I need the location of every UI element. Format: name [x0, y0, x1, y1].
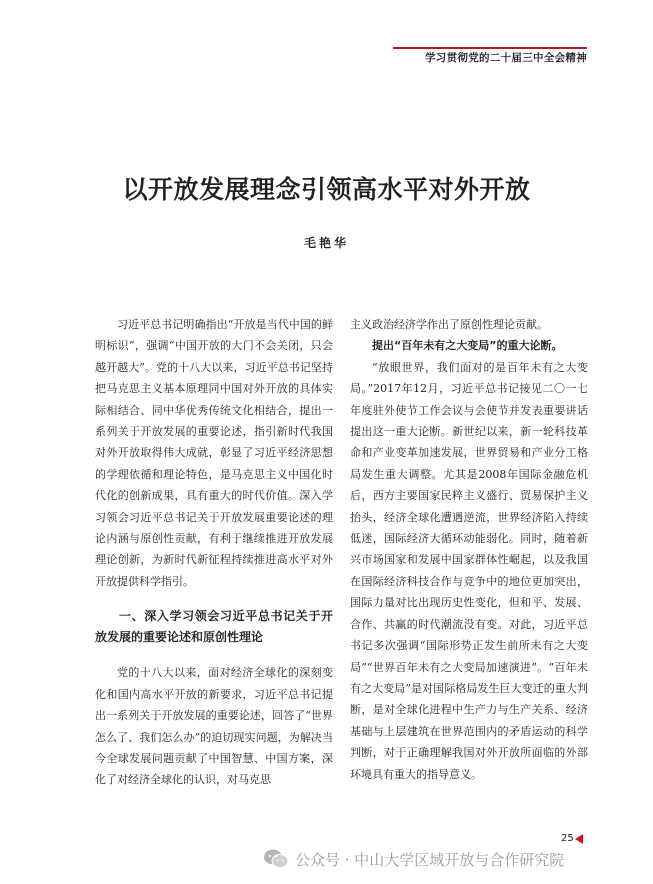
page-number: 25 — [561, 833, 574, 844]
triangle-left-icon — [575, 834, 583, 844]
section-header-label: 学习贯彻党的二十届三中全会精神 — [425, 52, 587, 64]
right-column — [350, 314, 588, 785]
body-paragraph: “放眼世界，我们面对的是百年未有之大变局。”2017年12月，习近平总书记接见二〇一七年度驻外使节工作会议与会使节并发表重要讲话提出这一重大论断。新世纪以来，新一轮科技革命和产业变革加速发展，世界贸易和产业分工格局发生重大调整。尤其是2008年国际金融危机后，西方主要国家民粹主义盛行、贸易保护主义抬头，经济全球化遭遇逆流，世界经济陷入持续低迷，国际经济大循环动能弱化。同时，随着新兴市场国家和发展中国家群体性崛起，以及我国在国际经济科技合作与竞争中的地位更加突出，国际力量对比出现历史性变化，但和平、发展、合作、共赢的时代潮流没有变。对此，习近平总书记多次强调“国际形势正发生前所未有之大变局”“世界百年未有之大变局加速演进”。“百年未有之大变局”是对国际格局发生巨大变迁的重大判断，是对全球化进程中生产力与生产关系、经济基础与上层建筑在世界范围内的矛盾运动的科学判断，对于正确理解我国对外开放所面临的外部环境具有重大的指导意义。 — [350, 360, 588, 781]
article-author: 毛艳华 — [303, 236, 349, 250]
wechat-icon — [263, 848, 289, 870]
bold-lead: 提出“百年未有之大变局”的重大论断。 — [372, 339, 563, 353]
intro-paragraph: 习近平总书记明确指出“开放是当代中国的鲜明标识”，强调“中国开放的大门不会关闭，只会越开越大”。党的十八大以来，习近平总书记坚持把马克思主义基本原理同中国对外开放的具体实际相结合、同中华优秀传统文化相结合，提出一系列关于开放发展的重要论述，指引新时代我国对外开放取得伟大成就，彰显了习近平经济思想的学理依循和理论特色，是马克思主义中国化时代化的创新成果，具有重大的时代价值。深入学习领会习近平总书记关于开放发展重要论述的理论内涵与原创性贡献，有利于继续推进开放发展理论创新，为新时代新征程持续推进高水平对外开放提供科学指引。 — [95, 318, 333, 588]
article-title: 以开放发展理念引领高水平对外开放 — [122, 175, 531, 204]
watermark — [263, 846, 564, 872]
lead-paragraph — [350, 335, 588, 356]
watermark-text: 公众号 · 中山大学区域开放与合作研究院 — [295, 850, 565, 869]
header-rule — [393, 47, 587, 49]
continuation-paragraph: 主义政治经济学作出了原创性理论贡献。 — [350, 318, 548, 331]
body-paragraph: 党的十八大以来，面对经济全球化的深刻变化和国内高水平开放的新要求，习近平总书记提出一系列关于开放发展的重要论述，回答了“世界怎么了、我们怎么办”的迫切现实问题，为解决当今全球发展问题贡献了中国智慧、中国方案，深化了对经济全球化的认识，对马克思 — [95, 666, 333, 787]
section-heading: 一、深入学习领会习近平总书记关于开放发展的重要论述和原创性理论 — [95, 609, 333, 645]
left-column — [95, 314, 333, 791]
